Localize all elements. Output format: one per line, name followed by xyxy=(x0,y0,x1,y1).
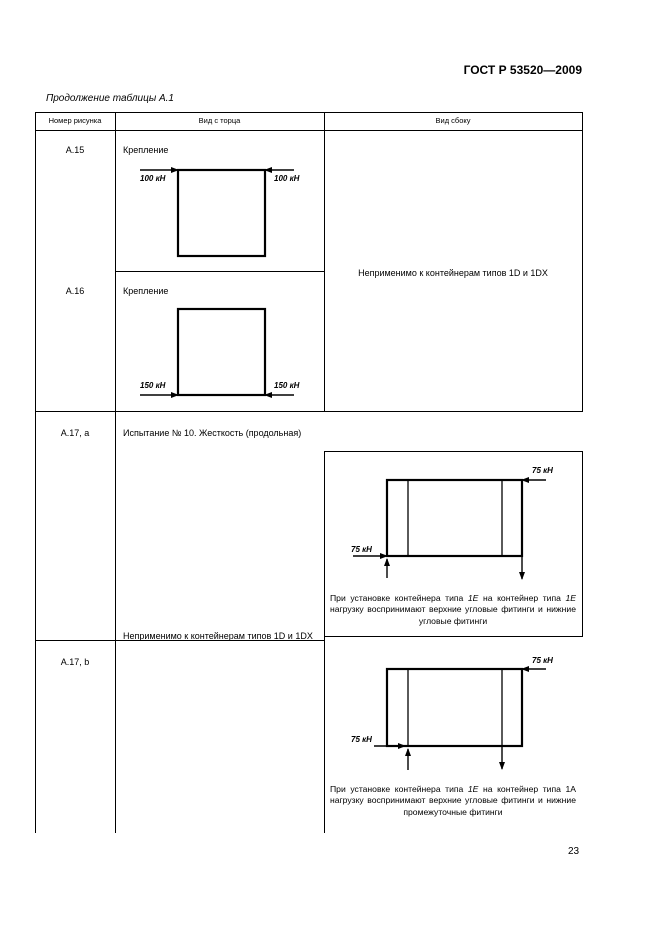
column-header-figure-number: Номер рисунка xyxy=(48,116,102,125)
end-view-not-applicable: Неприменимо к контейнерам типов 1D и 1DX xyxy=(123,631,313,641)
note-a17a-part-3: на контейнер типа xyxy=(478,593,566,603)
force-label-a15-left: 100 кН xyxy=(140,174,166,183)
side-view-not-applicable: Неприменимо к контейнерам типов 1D и 1DX xyxy=(358,268,548,278)
table-continuation-caption: Продолжение таблицы А.1 xyxy=(46,93,174,104)
test-title: Испытание № 10. Жесткость (продольная) xyxy=(123,428,302,438)
container-end-a16 xyxy=(178,309,265,395)
force-label-a15-right: 100 кН xyxy=(274,174,300,183)
row-number-a17a: А.17, a xyxy=(60,428,90,438)
row-number-a16: А.16 xyxy=(65,286,85,296)
force-label-a17a-bottom: 75 кН xyxy=(351,545,372,554)
note-a17a-part-5: нагрузку воспринимают верхние угловые фитинги и нижние угловые фитинги xyxy=(330,604,576,626)
diagram-a17b xyxy=(374,669,546,770)
force-label-a16-right: 150 кН xyxy=(274,381,300,390)
container-end-a15 xyxy=(178,170,265,256)
force-label-a16-left: 150 кН xyxy=(140,381,166,390)
note-a17a-part-4: 1E xyxy=(565,593,576,603)
diagram-a16 xyxy=(140,309,294,395)
page-number: 23 xyxy=(568,846,580,857)
row-label-a15: Крепление xyxy=(123,145,169,155)
note-a17b-part-1: При установке контейнера типа xyxy=(330,784,468,794)
diagram-a15 xyxy=(140,170,294,256)
row-number-a15: А.15 xyxy=(65,145,85,155)
diagram-a17a xyxy=(353,480,546,579)
standard-number: ГОСТ Р 53520—2009 xyxy=(463,63,582,77)
row-label-a16: Крепление xyxy=(123,286,169,296)
note-a17a-part-2: 1E xyxy=(467,593,479,603)
note-a17a-part-1: При установке контейнера типа xyxy=(330,593,468,603)
force-label-a17a-top: 75 кН xyxy=(532,466,553,475)
force-label-a17b-bottom: 75 кН xyxy=(351,735,372,744)
column-header-side-view: Вид сбоку xyxy=(435,116,471,125)
note-a17b-part-3: на контейнер типа 1A нагрузку воспринимают верхние угловые фитинги и нижние промежуточные фитинги xyxy=(330,784,576,817)
note-a17b-part-2: 1E xyxy=(467,784,479,794)
row-number-a17b: А.17, b xyxy=(60,657,90,667)
column-header-end-view: Вид с торца xyxy=(198,116,241,125)
force-label-a17b-top: 75 кН xyxy=(532,656,553,665)
